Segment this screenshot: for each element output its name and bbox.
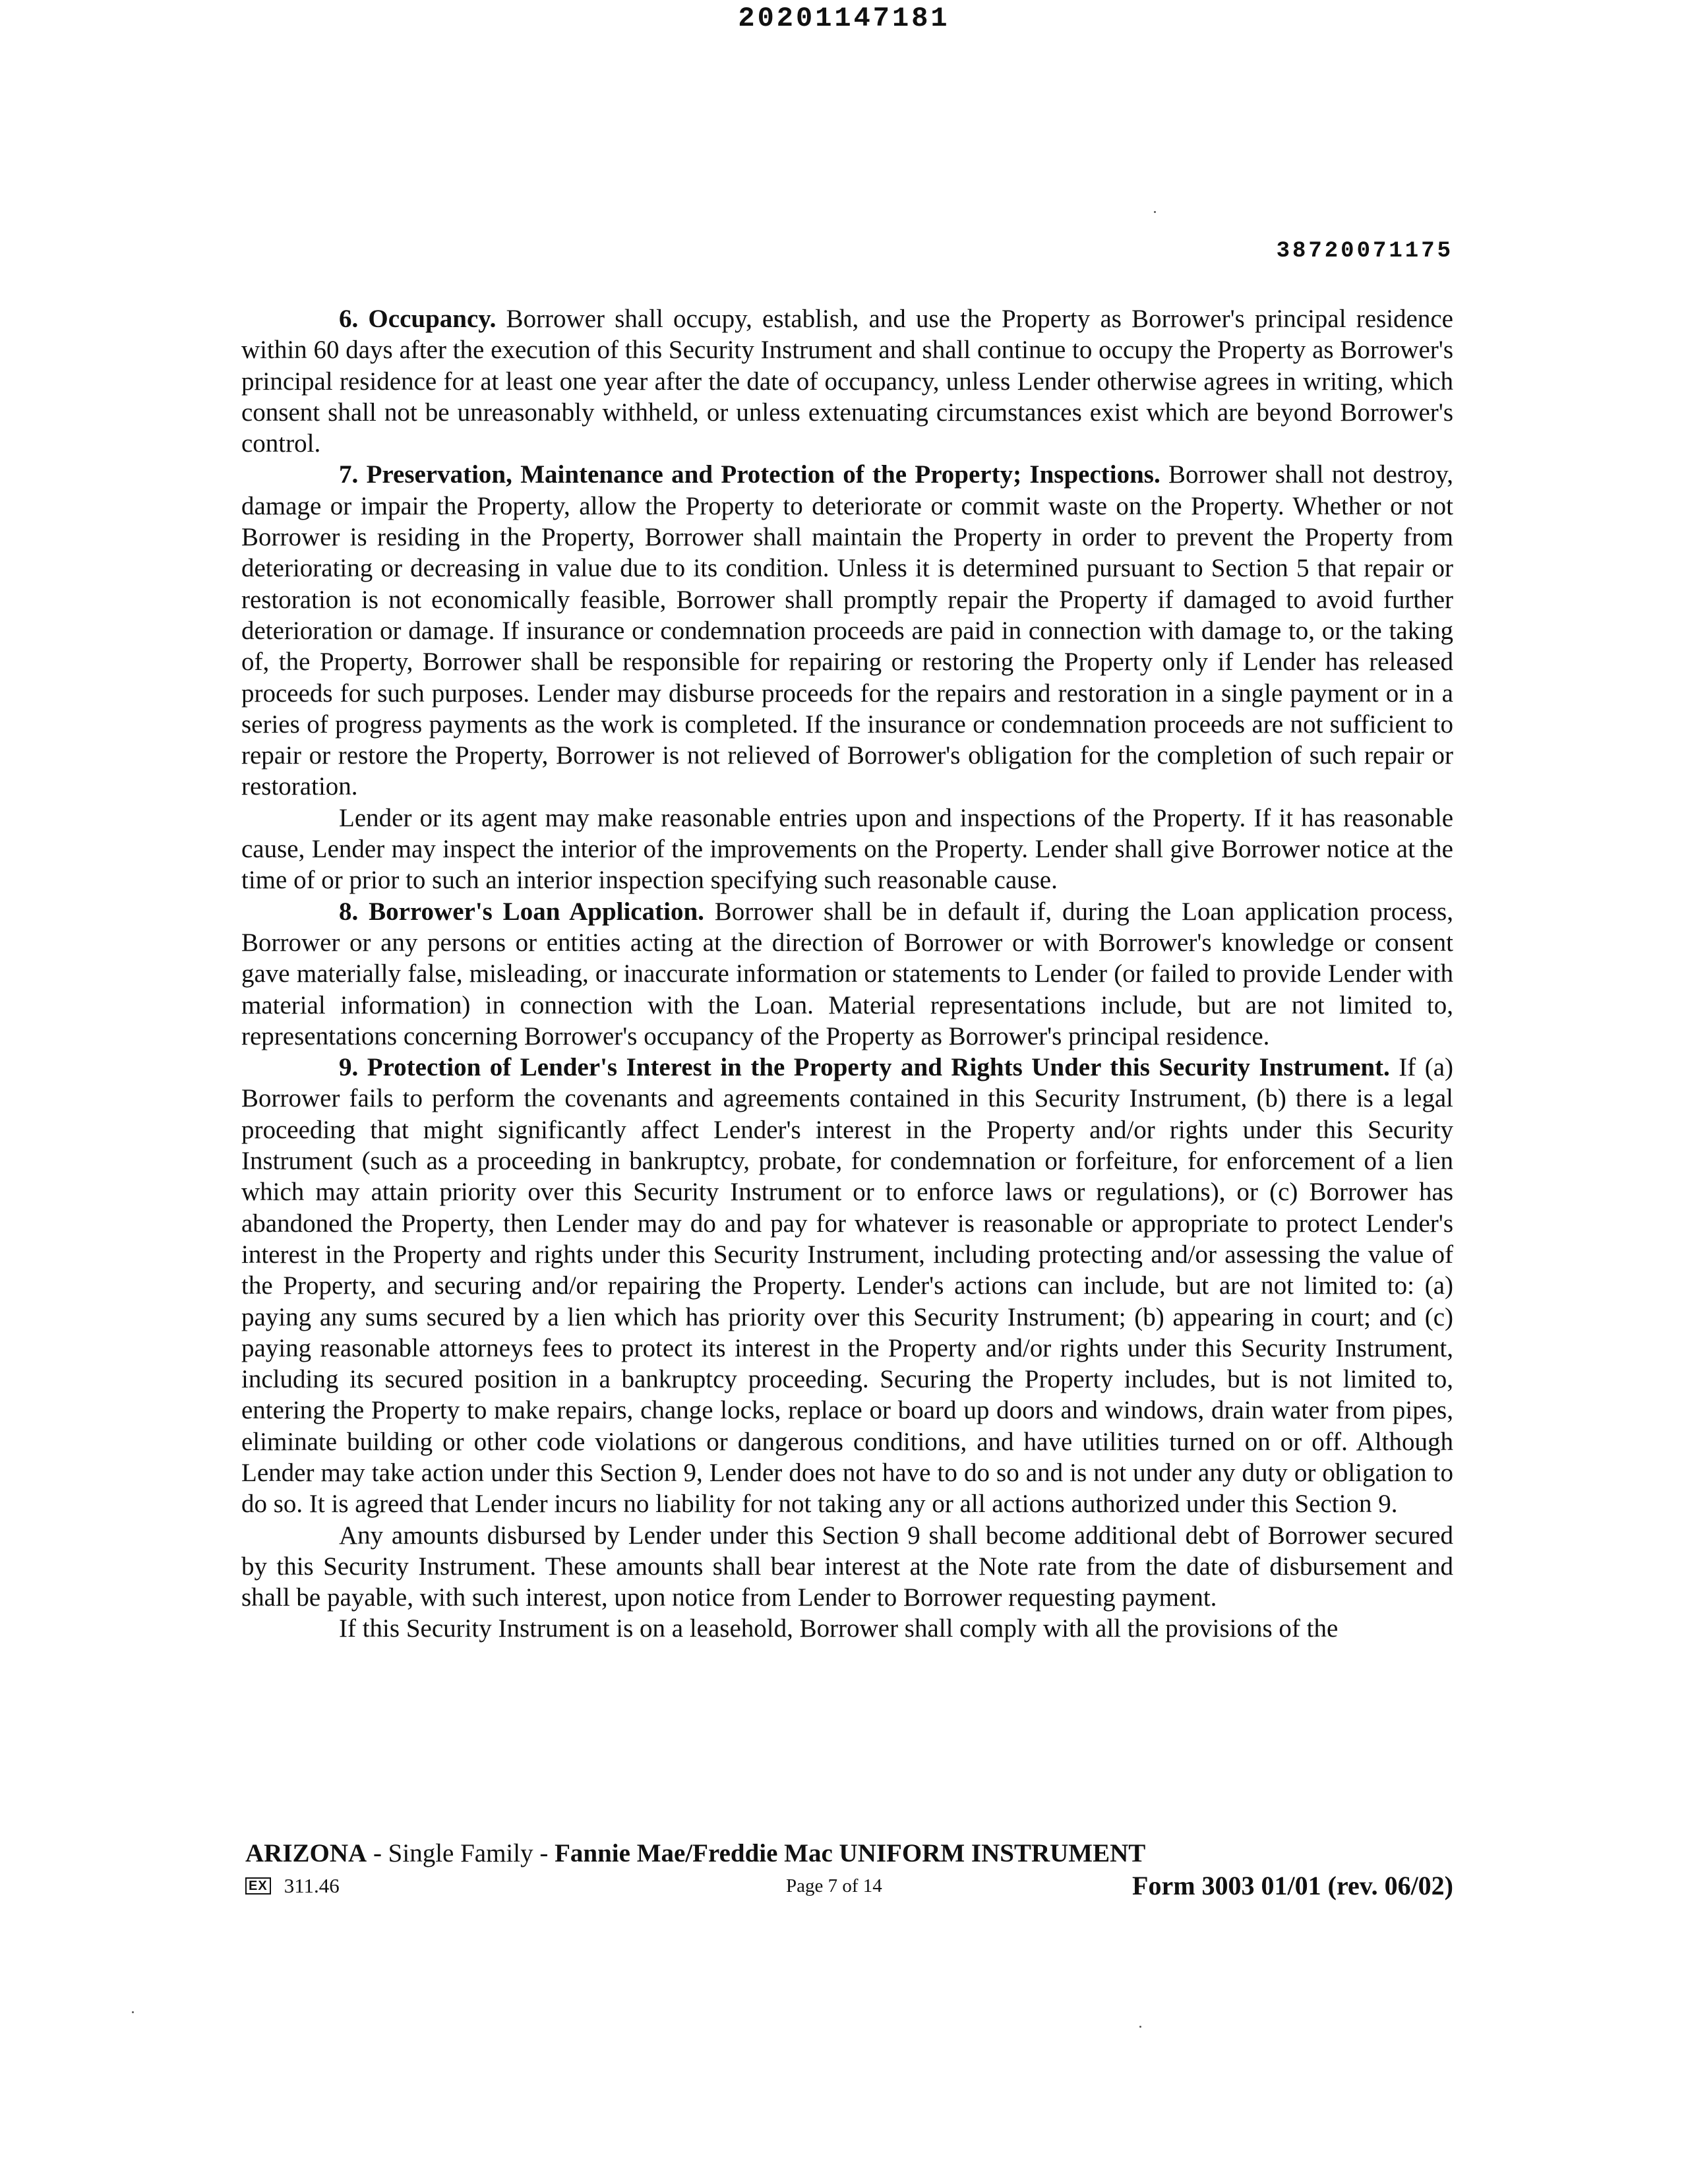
section-9-paragraph bbox=[241, 1052, 1453, 1519]
footer-separator: - Single Family - bbox=[367, 1839, 555, 1867]
section-8-paragraph bbox=[241, 896, 1453, 1052]
section-7-text: Borrower shall not destroy, damage or impair the Property, allow the Property to deteriorate or commit waste on the Property. Whether or not Borrower is residing in the Property, Borrower shall maintain the Property in order to prevent the Property from deteriorating or decreasing in value due to its condition. Unless it is determined pursuant to Section 5 that repair or restoration is not economically feasible, Borrower shall promptly repair the Property if damaged to avoid further deterioration or damage. If insurance or condemnation proceeds are paid in connection with damage to, or the taking of, the Property, Borrower shall be responsible for repairing or restoring the Property only if Lender has released proceeds for such purposes. Lender may disburse proceeds for the repairs and restoration in a single payment or in a series of progress payments as the work is completed. If the insurance or condemnation proceeds are not sufficient to repair or restore the Property, Borrower is not relieved of Borrower's obligation for the completion of such repair or restoration. bbox=[241, 460, 1453, 801]
section-9-text: If (a) Borrower fails to perform the covenants and agreements contained in this Security Instrument, (b) there is a legal proceeding that might significantly affect Lender's interest in the Property and/or rights under this Security Instrument (such as a proceeding in bankruptcy, probate, for condemnation or forfeiture, for enforcement of a lien which may attain priority over this Security Instrument or to enforce laws or regulations), or (c) Borrower has abandoned the Property, then Lender may do and pay for whatever is reasonable or appropriate to protect Lender's interest in the Property and rights under this Security Instrument, including protecting and/or assessing the value of the Property, and securing and/or repairing the Property. Lender's actions can include, but are not limited to: (a) paying any sums secured by a lien which has priority over this Security Instrument; (b) appearing in court; and (c) paying reasonable attorneys fees to protect its interest in the Property and/or rights under this Security Instrument, including its secured position in a bankruptcy proceeding. Securing the Property includes, but is not limited to, entering the Property to make repairs, change locks, replace or board up doors and windows, drain water from pipes, eliminate building or other code violations or dangerous conditions, and have utilities turned on or off. Although Lender may take action under this Section 9, Lender does not have to do so and is not under any duty or obligation to do so. It is agreed that Lender incurs no liability for not taking any or all actions authorized under this Section 9. bbox=[241, 1053, 1453, 1519]
section-7-inspection-paragraph: Lender or its agent may make reasonable entries upon and inspections of the Property. If it has reasonable cause, Lender may inspect the interior of the improvements on the Property. Lender shall give Borrower notice at the time of or prior to such an interior inspection specifying such reasonable cause. bbox=[241, 803, 1453, 895]
scan-speck bbox=[1154, 211, 1156, 213]
section-6-heading: 6. Occupancy. bbox=[339, 305, 497, 333]
form-code-number: 311.46 bbox=[284, 1874, 340, 1897]
footer-form-line bbox=[245, 1870, 1453, 1903]
footer-instrument-line bbox=[245, 1838, 1453, 1869]
section-6-text: Borrower shall occupy, establish, and use the Property as Borrower's principal residence within 60 days after the execution of this Security Instrument and shall continue to occupy the Property as Borrower's principal residence for at least one year after the date of occupancy, unless Lender otherwise agrees in writing, which consent shall not be unreasonably withheld, or unless extenuating circumstances exist which are beyond Borrower's control. bbox=[241, 305, 1453, 458]
section-9-disbursement-paragraph: Any amounts disbursed by Lender under this Section 9 shall become additional debt of Borrower secured by this Security Instrument. These amounts shall bear interest at the Note rate from the date of disbursement and shall be payable, with such interest, upon notice from Lender to Borrower requesting payment. bbox=[241, 1521, 1453, 1612]
scan-speck bbox=[132, 2011, 134, 2013]
form-code bbox=[245, 1874, 340, 1898]
document-number: 20201147181 bbox=[738, 3, 950, 34]
section-8-text: Borrower shall be in default if, during the Loan application process, Borrower or any persons or entities acting at the direction of Borrower or with Borrower's knowledge or consent gave materially false, misleading, or inaccurate information or statements to Lender (or failed to provide Lender with material information) in connection with the Loan. Material representations include, but are not limited to, representations concerning Borrower's occupancy of the Property as Borrower's principal residence. bbox=[241, 897, 1453, 1050]
form-number: Form 3003 01/01 (rev. 06/02) bbox=[1132, 1871, 1453, 1900]
document-body bbox=[241, 303, 1453, 1645]
scan-speck bbox=[1139, 2026, 1141, 2028]
ex-badge-icon: EX bbox=[245, 1877, 271, 1895]
page-indicator: Page 7 of 14 bbox=[786, 1875, 882, 1896]
footer-instrument: Fannie Mae/Freddie Mac UNIFORM INSTRUMENT bbox=[555, 1839, 1146, 1867]
section-9-leasehold-paragraph: If this Security Instrument is on a leasehold, Borrower shall comply with all the provisions of the bbox=[339, 1614, 1339, 1643]
section-6-paragraph bbox=[241, 303, 1453, 459]
section-8-heading: 8. Borrower's Loan Application. bbox=[339, 897, 704, 926]
loan-number: 38720071175 bbox=[1276, 239, 1453, 264]
section-9-heading: 9. Protection of Lender's Interest in the Property and Rights Under this Security Instrument. bbox=[339, 1053, 1390, 1082]
page-footer bbox=[245, 1838, 1453, 1903]
section-7-heading: 7. Preservation, Maintenance and Protection of the Property; Inspections. bbox=[339, 460, 1160, 489]
footer-state: ARIZONA bbox=[245, 1839, 367, 1867]
section-7-paragraph bbox=[241, 459, 1453, 802]
